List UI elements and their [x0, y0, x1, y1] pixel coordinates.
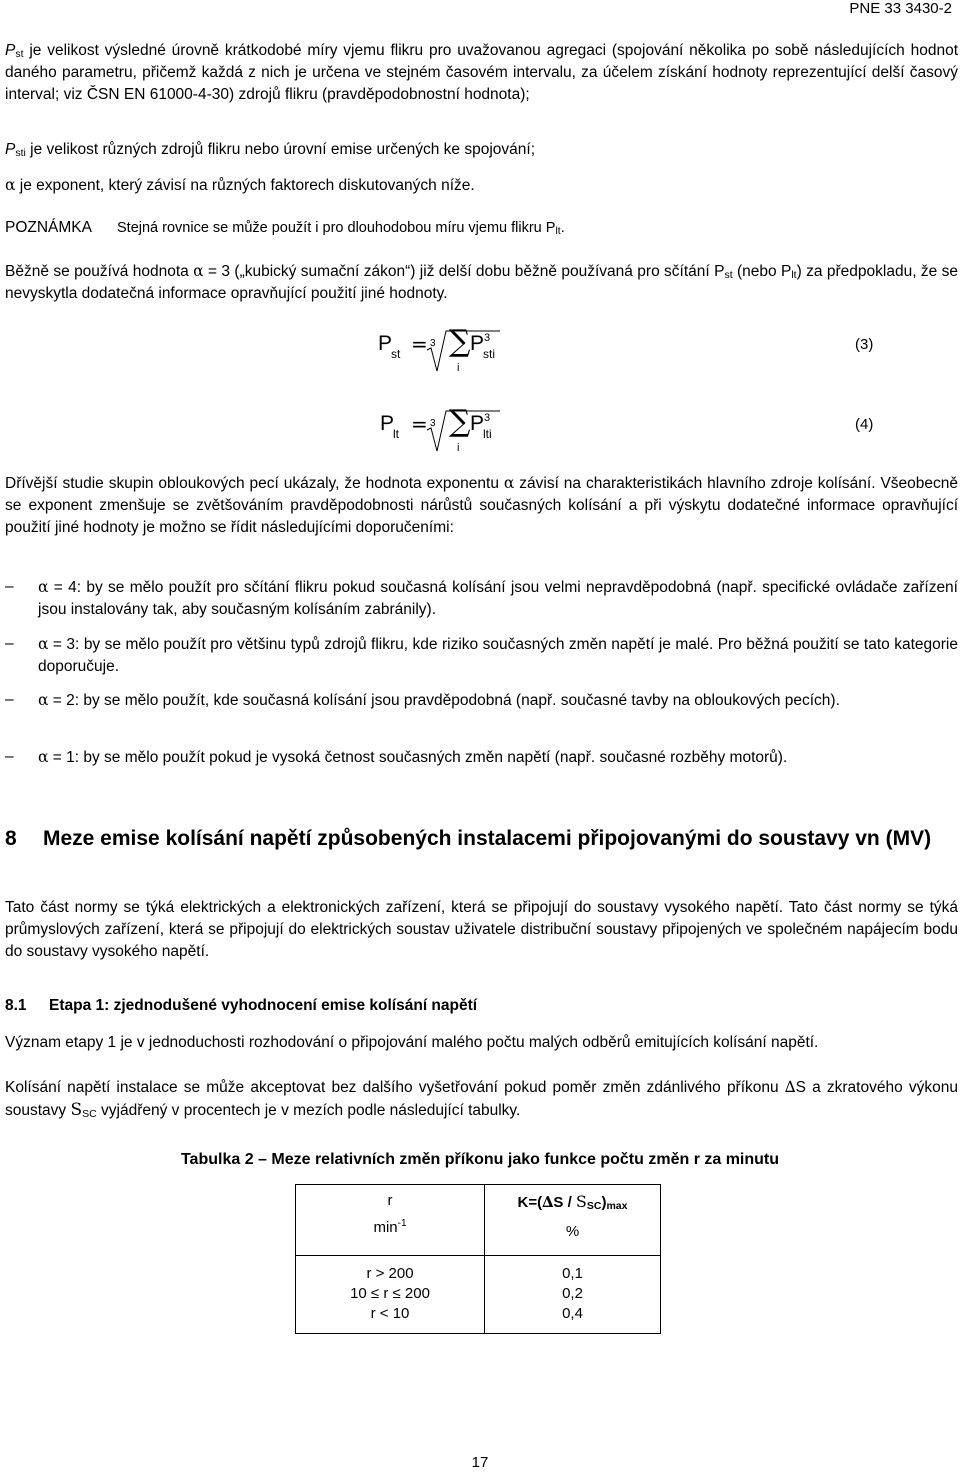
- bullet-alpha: α: [38, 748, 49, 766]
- header-k-sub: SC: [586, 1200, 602, 1212]
- bullet-dash: –: [5, 691, 14, 708]
- pst-text: je velikost výsledné úrovně krátkodobé míry vjemu flikru pro uvažovanou agregaci (spojování několika po sobě následujících hodnot daného parametru, přičemž každá z nich je určena ve stejném časovém intervalu, za účelem získání hodnoty reprezentující delší časový interval; viz ČSN EN 61000-4-30) zdrojů flikru (pravděpodobnostní hodnota);: [5, 42, 958, 103]
- table-2-caption: Tabulka 2 – Meze relativních změn příkonu jako funkce počtu změn r za minutu: [180, 1151, 780, 1168]
- table-cell-r: r > 200: [366, 1265, 414, 1282]
- bullet-text: [38, 746, 958, 769]
- header-k-c: ): [601, 1194, 607, 1211]
- note-text: Stejná rovnice se může použít i pro dlouhodobou míru vjemu flikru P: [117, 220, 556, 236]
- section-8-1-paragraph-2: [5, 1076, 958, 1122]
- header-r-unit: [297, 1219, 483, 1236]
- cubic-text-4: ) za předpokladu, že se nevyskytla dodatečná informace opravňující použití jiné hodnoty.: [5, 263, 958, 302]
- formula-4-sum-index: i: [457, 442, 460, 454]
- para2-text-1: Kolísání napětí instalace se může akceptovat bez dalšího vyšetřování pokud poměr změn zdánlivého příkonu: [5, 1079, 785, 1096]
- bullet-dash: –: [5, 635, 14, 652]
- formula-4-root-index: 3: [430, 418, 436, 429]
- formula-3-lhs: P: [378, 332, 393, 355]
- bullet-text: [38, 576, 958, 621]
- table-cell-k: 0,1: [562, 1265, 583, 1282]
- note-end: .: [560, 220, 565, 236]
- table-col-k: [485, 1256, 661, 1334]
- formula-4-rhs-sub: lti: [483, 427, 492, 441]
- table-header-k: [485, 1185, 661, 1256]
- formula-3-lhs-sub: st: [391, 347, 401, 361]
- paragraph-studies: [5, 472, 958, 539]
- definition-alpha: [5, 174, 958, 197]
- table-cell-r: 10 ≤ r ≤ 200: [350, 1285, 430, 1302]
- table-body-row: [296, 1256, 661, 1334]
- bullet-content: = 4: by se mělo použít pro sčítání flikru pokud současná kolísání jsou velmi nepravděpodobná (např. specifické ovládače zařízení jsou instalovány tak, aby současným kolísáním zabránily).: [38, 579, 958, 618]
- header-k-unit: %: [565, 1223, 580, 1240]
- note: [5, 217, 958, 239]
- cubic-sub-lt: lt: [791, 269, 797, 281]
- cubic-alpha: α: [193, 262, 204, 280]
- section-8-1-heading: [5, 995, 477, 1017]
- section-8-1-paragraph-1: Význam etapy 1 je v jednoduchosti rozhodování o připojování malého počtu malých odběrů emitujících kolísání napětí.: [5, 1034, 819, 1051]
- section-8-1-title: Etapa 1: zjednodušené vyhodnocení emise kolísání napětí: [49, 997, 478, 1014]
- table-cell-r: r < 10: [370, 1305, 410, 1322]
- formula-3-number: (3): [855, 336, 874, 353]
- bullet-dash: –: [5, 748, 14, 765]
- studies-text-2: závisí na charakteristikách hlavního zdroje kolísání. Všeobecně se exponent zmenšuje se zvětšováním pravděpodobnosti nárůstů současných kolísání a při výskytu dodatečné informace opravňující použití jiné hodnoty je možno se řídit následujícími doporučeními:: [5, 475, 959, 536]
- para2-text-2: S a zkratového výkonu soustavy: [5, 1079, 958, 1119]
- header-k-max: max: [606, 1200, 628, 1212]
- paragraph-cubic-law: [5, 260, 958, 305]
- alpha-symbol: α: [5, 176, 16, 194]
- header-k-delta: ∆: [542, 1193, 554, 1211]
- alpha-text: je exponent, který závisí na různých faktorech diskutovaných níže.: [15, 177, 475, 194]
- cubic-text-3: (nebo P: [732, 263, 792, 280]
- header-r-unit-text: min: [373, 1219, 398, 1236]
- psti-subscript: sti: [15, 147, 26, 159]
- bullet-dash: –: [5, 578, 14, 595]
- note-label: POZNÁMKA: [5, 219, 92, 236]
- formula-4-rhs-sup: 3: [484, 412, 491, 424]
- para2-ssc: S: [70, 1100, 83, 1120]
- bullet-content: = 1: by se mělo použít pokud je vysoká četnost současných změn napětí (např. současné rozběhy motorů).: [48, 749, 788, 766]
- pst-subscript: st: [15, 48, 24, 60]
- document-code: PNE 33 3430-2: [849, 0, 952, 17]
- header-k-s: S: [575, 1192, 587, 1211]
- formula-3-equals: =: [411, 332, 428, 356]
- formula-3-rhs: P: [470, 332, 485, 355]
- bullet-alpha: α: [38, 578, 49, 596]
- header-r-unit-sup: -1: [397, 1218, 407, 1229]
- formula-3: [0, 324, 960, 388]
- cubic-sub-st: st: [724, 269, 733, 281]
- formula-4-rhs: P: [470, 412, 485, 435]
- formula-4-lhs-sub: lt: [393, 427, 399, 441]
- formula-4-sigma: ∑: [449, 404, 471, 439]
- formula-4-lhs: P: [380, 412, 395, 435]
- header-r-label: r: [387, 1192, 393, 1209]
- formula-3-sigma: ∑: [449, 324, 471, 359]
- note-subscript: lt: [555, 225, 561, 237]
- pst-symbol: P: [5, 42, 16, 59]
- bullet-content: = 3: by se mělo použít pro většinu typů zdrojů flikru, kde riziko současných změn napětí je malé. Pro běžná použití se tato kategorie doporučuje.: [38, 636, 958, 675]
- section-8-number: 8: [5, 827, 17, 850]
- para2-ssc-sub: SC: [82, 1108, 97, 1120]
- section-8-1-number: 8.1: [5, 997, 27, 1014]
- bullet-content: = 2: by se mělo použít, kde současná kolísání jsou pravděpodobná (např. současné tavby na obloukových pecích).: [48, 692, 840, 709]
- studies-text-1: Dřívější studie skupin obloukových pecí ukázaly, že hodnota exponentu: [5, 475, 504, 492]
- formula-3-sum-index: i: [457, 362, 460, 374]
- section-8-heading: [5, 826, 945, 852]
- bullet-text: [38, 633, 958, 678]
- table-header-r: [296, 1185, 485, 1256]
- psti-symbol: P: [5, 141, 16, 158]
- para2-text-3: vyjádřený v procentech je v mezích podle následující tabulky.: [96, 1102, 521, 1119]
- bullet-alpha: α: [38, 635, 49, 653]
- table-header-row: [296, 1185, 661, 1256]
- header-k-a: K=(: [517, 1194, 543, 1211]
- section-8-title: Meze emise kolísání napětí způsobených instalacemi připojovanými do soustavy vn (MV): [43, 827, 932, 850]
- table-col-r: [296, 1256, 485, 1334]
- section-8-paragraph: Tato část normy se týká elektrických a elektronických zařízení, která se připojují do soustavy vysokého napětí. Tato část normy se týká průmyslových zařízení, která se připojují do elektrických soustav uživatele distribuční soustavy připojených ve společném napájecím bodu do soustavy vysokého napětí.: [5, 899, 958, 960]
- formula-3-rhs-sub: sti: [483, 347, 495, 361]
- header-k-label: [486, 1192, 659, 1211]
- cubic-text-2: = 3 („kubický sumační zákon“) již delší dobu běžně používaná pro sčítání P: [203, 263, 725, 280]
- header-k-b: S /: [553, 1194, 576, 1211]
- cubic-text-1: Běžně se používá hodnota: [5, 263, 194, 280]
- bullet-alpha: α: [38, 691, 49, 709]
- table-cell-k: 0,2: [562, 1285, 583, 1302]
- formula-4-number: (4): [855, 416, 874, 433]
- definition-pst: [5, 40, 958, 106]
- formula-4: [0, 404, 960, 468]
- table-2: [295, 1184, 661, 1334]
- table-cell-k: 0,4: [562, 1305, 583, 1322]
- psti-text: je velikost různých zdrojů flikru nebo úrovní emise určených ke spojování;: [25, 141, 536, 158]
- formula-3-rhs-sup: 3: [484, 332, 491, 344]
- formula-4-equals: =: [411, 412, 428, 436]
- definition-psti: [5, 139, 958, 161]
- page-number: 17: [471, 1454, 489, 1471]
- bullet-text: [38, 689, 958, 712]
- formula-3-root-index: 3: [430, 338, 436, 349]
- para2-delta: ∆: [784, 1078, 796, 1096]
- studies-alpha: α: [503, 474, 515, 492]
